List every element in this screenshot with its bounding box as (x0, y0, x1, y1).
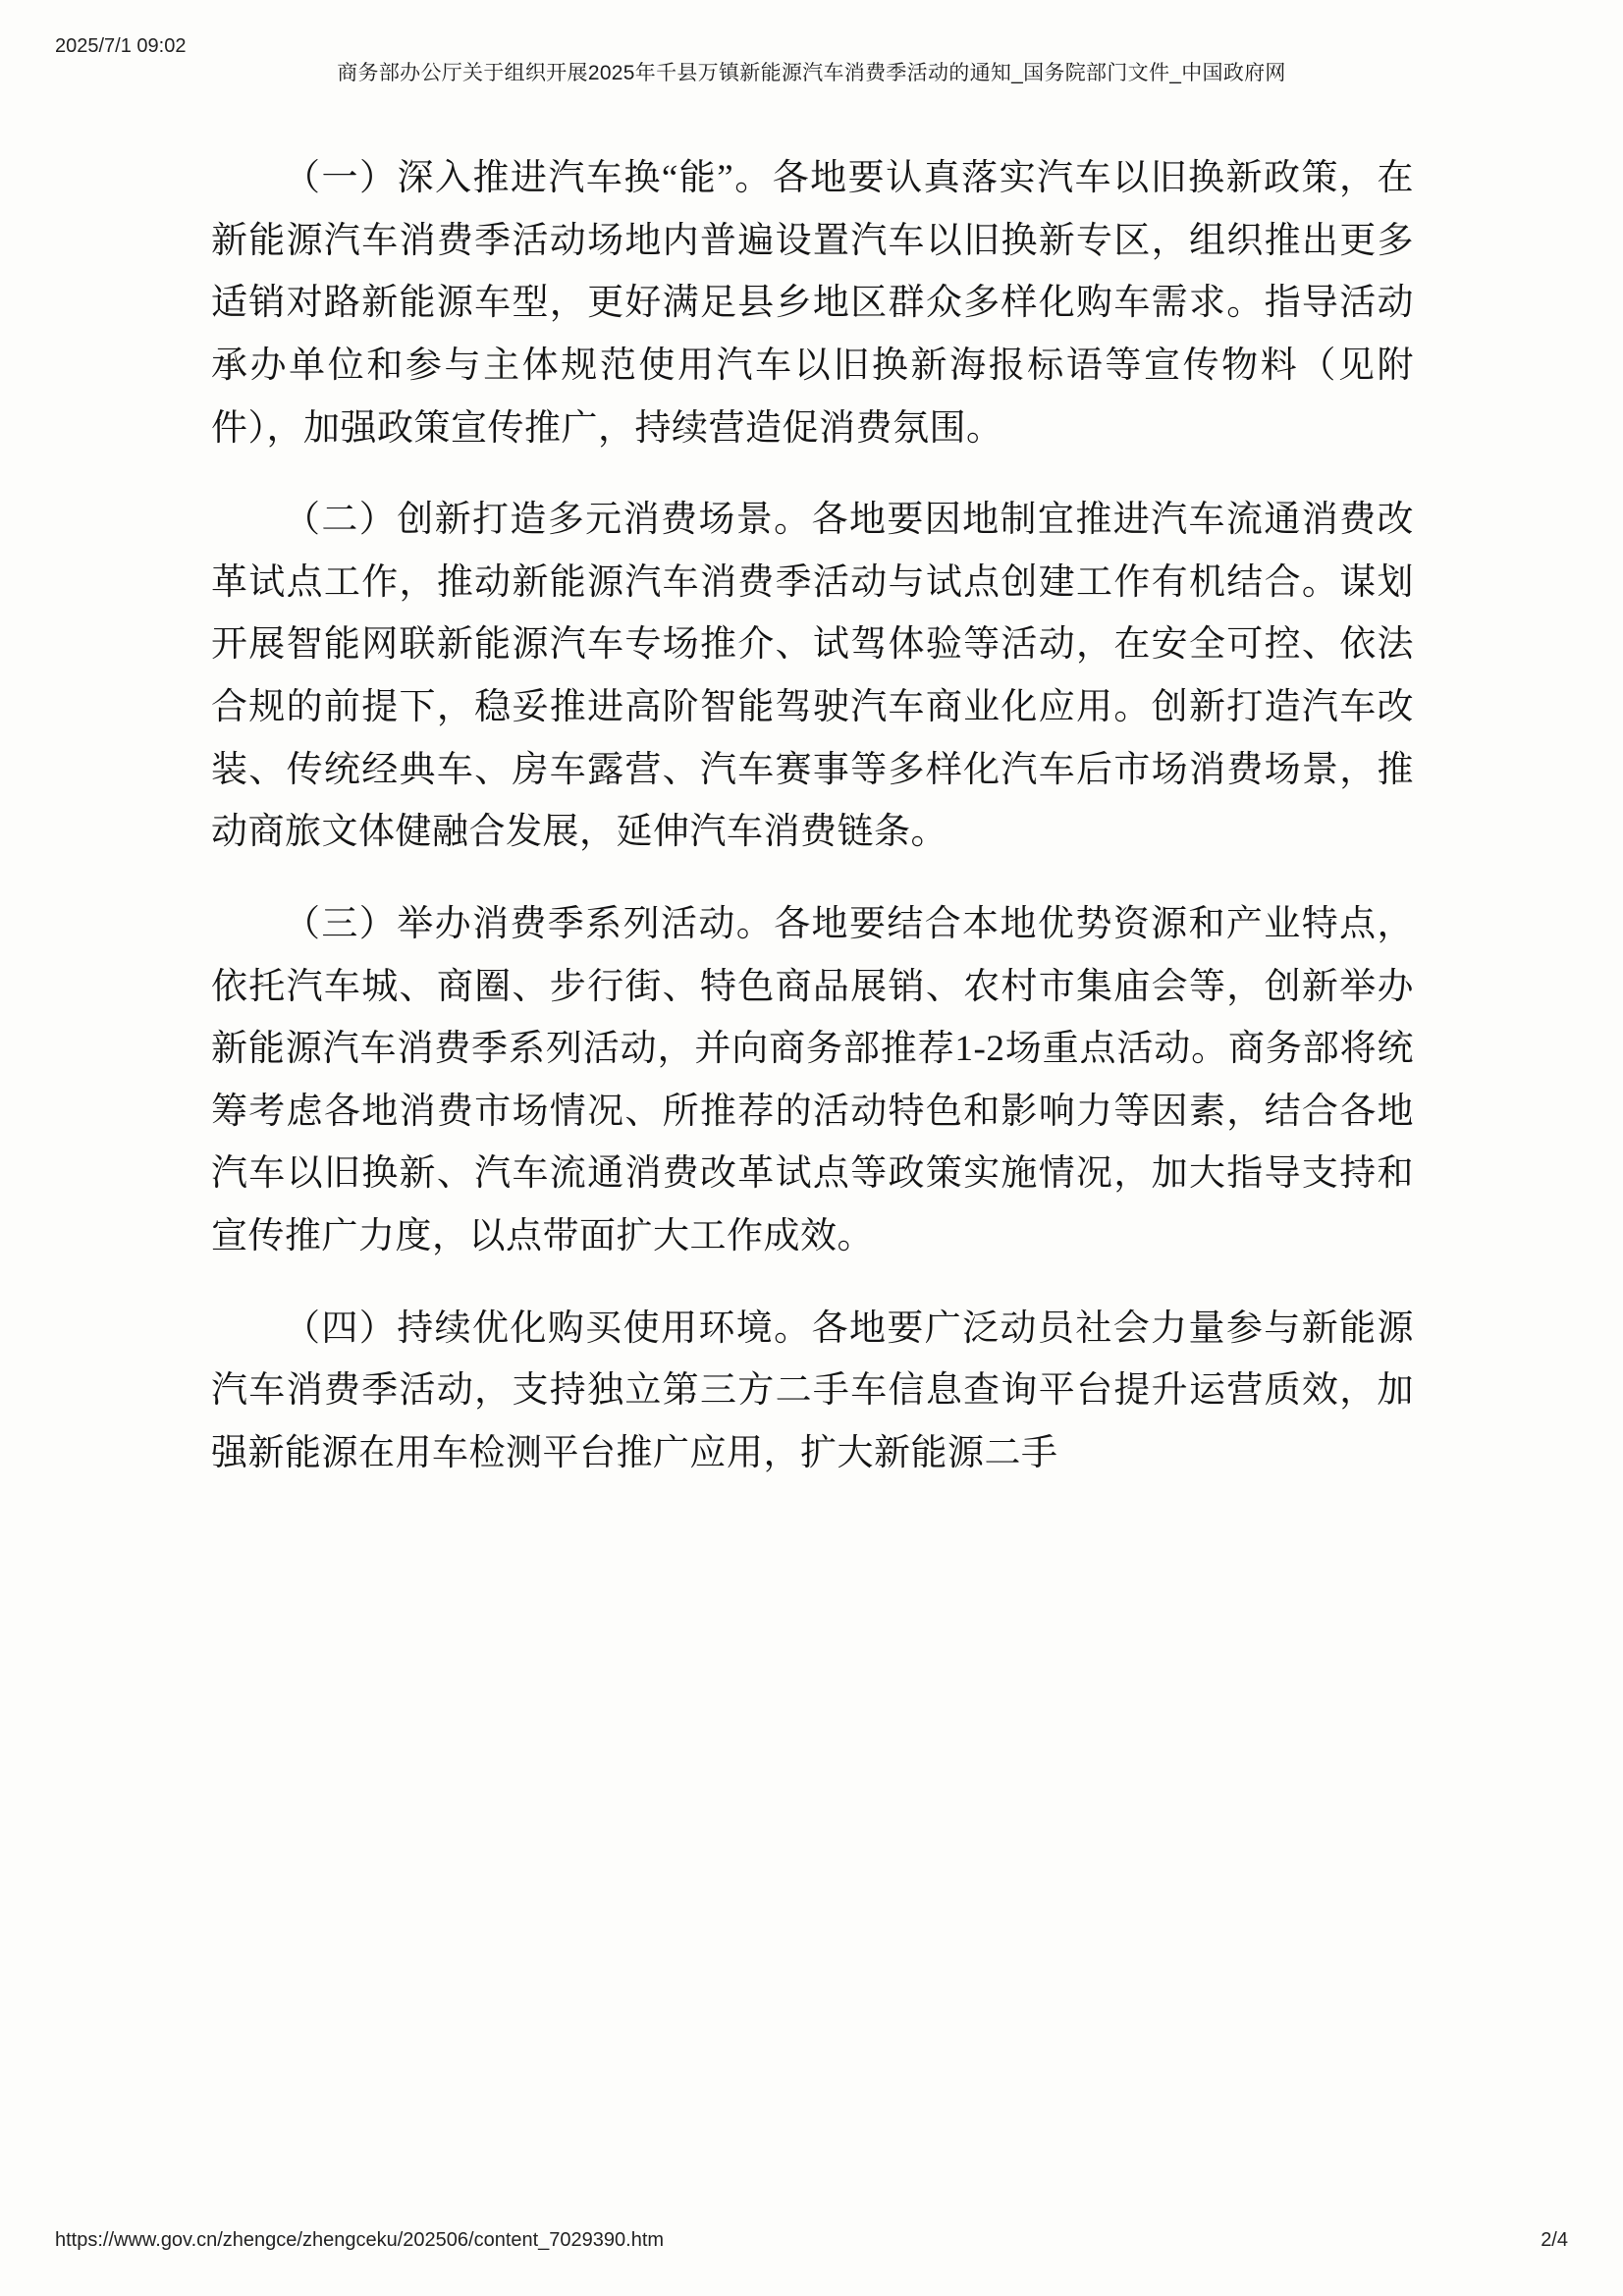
print-footer (0, 2229, 1623, 2261)
paragraph: （二）创新打造多元消费场景。各地要因地制宜推进汽车流通消费改革试点工作，推动新能源汽车消费季活动与试点创建工作有机结合。谋划开展智能网联新能源汽车专场推介、试驾体验等活动，在安全可控、依法合规的前提下，稳妥推进高阶智能驾驶汽车商业化应用。创新打造汽车改装、传统经典车、房车露营、汽车赛事等多样化汽车后市场消费场景，推动商旅文体健融合发展，延伸汽车消费链条。 (211, 500, 1414, 853)
page-number: 2/4 (1541, 2229, 1568, 2251)
paragraph: （四）持续优化购买使用环境。各地要广泛动员社会力量参与新能源汽车消费季活动，支持独立第三方二手车信息查询平台提升运营质效，加强新能源在用车检测平台推广应用，扩大新能源二手 (211, 1308, 1414, 1473)
source-url: https://www.gov.cn/zhengce/zhengceku/202506/content_7029390.htm (55, 2229, 665, 2251)
paragraph: （三）举办消费季系列活动。各地要结合本地优势资源和产业特点，依托汽车城、商圈、步行街、特色商品展销、农村市集庙会等，创新举办新能源汽车消费季系列活动，并向商务部推荐1-2场重点活动。商务部将统筹考虑各地消费市场情况、所推荐的活动特色和影响力等因素，结合各地汽车以旧换新、汽车流通消费改革试点等政策实施情况，加大指导支持和宣传推广力度，以点带面扩大工作成效。 (211, 903, 1414, 1256)
print-header (0, 27, 1623, 84)
paragraph: （一）深入推进汽车换“能”。各地要认真落实汽车以旧换新政策，在新能源汽车消费季活动场地内普遍设置汽车以旧换新专区，组织推出更多适销对路新能源车型，更好满足县乡地区群众多样化购车需求。指导活动承办单位和参与主体规范使用汽车以旧换新海报标语等宣传物料（见附件），加强政策宣传推广，持续营造促消费氛围。 (211, 158, 1414, 449)
print-timestamp: 2025/7/1 09:02 (55, 35, 187, 57)
document-body (211, 147, 1414, 1485)
document-title: 商务部办公厅关于组织开展2025年千县万镇新能源汽车消费季活动的通知_国务院部门文件_中国政府网 (337, 62, 1286, 84)
